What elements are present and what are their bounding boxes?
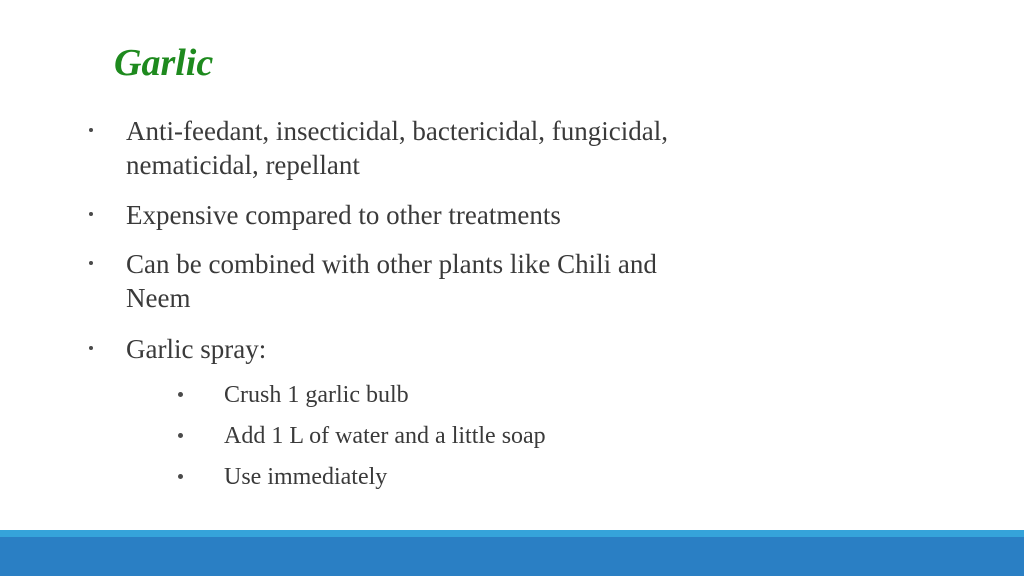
bullet-icon bbox=[89, 261, 93, 265]
bullet-text-continued: nematicidal, repellant bbox=[126, 150, 360, 180]
bullet-icon bbox=[178, 474, 183, 479]
bullet-icon bbox=[89, 346, 93, 350]
slide-title: Garlic bbox=[114, 42, 214, 84]
bullet-icon bbox=[178, 392, 183, 397]
bullet-icon bbox=[89, 128, 93, 132]
bullet-text: Anti-feedant, insecticidal, bactericidal, fungicidal, bbox=[126, 116, 669, 146]
bullet-text-continued: Neem bbox=[126, 283, 191, 313]
bullet-text: Can be combined with other plants like Chili and bbox=[126, 249, 657, 279]
sub-bullet-text: Use immediately bbox=[224, 464, 388, 490]
footer-accent-bar bbox=[0, 530, 1024, 537]
bullet-icon bbox=[178, 433, 183, 438]
sub-bullet-text: Crush 1 garlic bulb bbox=[224, 382, 409, 408]
bullet-text: Expensive compared to other treatments bbox=[126, 200, 561, 230]
bullet-icon bbox=[89, 212, 93, 216]
footer-bar bbox=[0, 537, 1024, 576]
bullet-text: Garlic spray: bbox=[126, 334, 267, 364]
sub-bullet-text: Add 1 L of water and a little soap bbox=[224, 423, 546, 449]
